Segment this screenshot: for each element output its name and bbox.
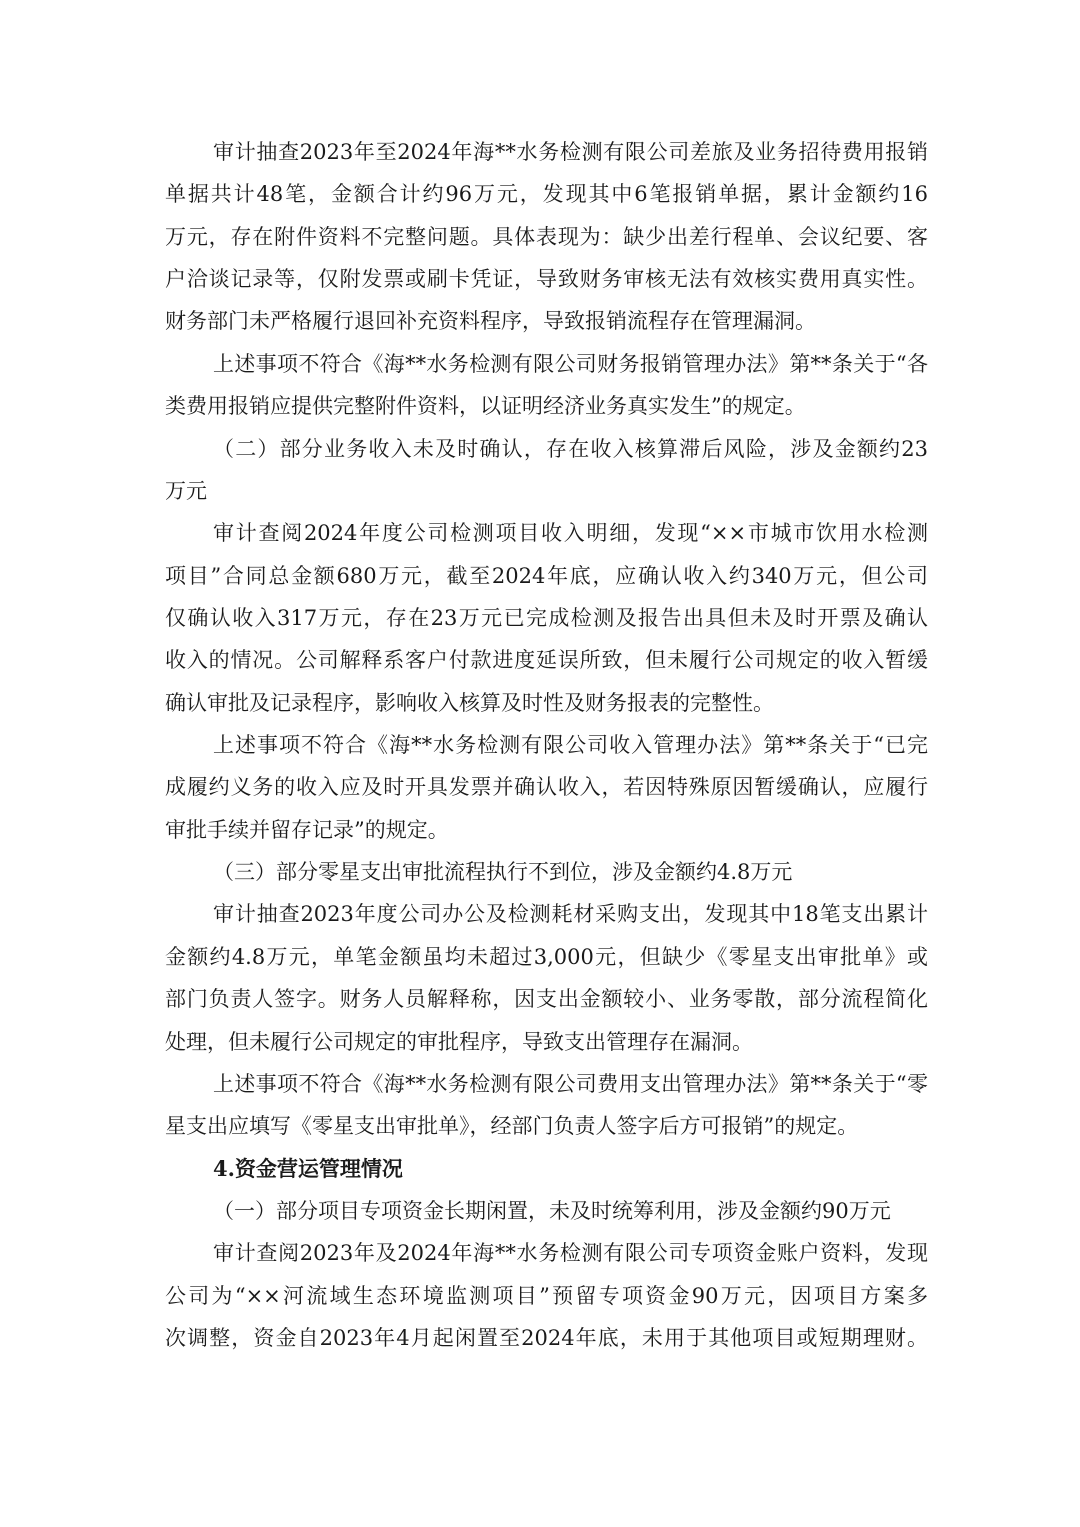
paragraph [165,1232,928,1359]
text-line: 类费用报销应提供完整附件资料，以证明经济业务真实发生”的规定。 [165,394,806,419]
text-line: 万元，存在附件资料不完整问题。具体表现为：缺少出差行程单、会议纪要、客 [165,224,928,249]
text-line: 审计抽查2023年度公司办公及检测耗材采购支出，发现其中18笔支出累计 [213,902,928,927]
text-line: 项目”合同总金额680万元，截至2024年底，应确认收入约340万元，但公司 [165,563,928,588]
paragraph [165,893,928,1062]
text-line: 成履约义务的收入应及时开具发票并确认收入，若因特殊原因暂缓确认，应履行 [165,775,928,800]
text-line: 审计抽查2023年至2024年海**水务检测有限公司差旅及业务招待费用报销 [213,140,928,164]
text-line: 审计查阅2023年及2024年海**水务检测有限公司专项资金账户资料，发现 [213,1241,928,1266]
text-line: 单据共计48笔，金额合计约96万元，发现其中6笔报销单据，累计金额约16 [165,182,928,207]
paragraph [165,724,928,851]
text-line: 次调整，资金自2023年4月起闲置至2024年底，未用于其他项目或短期理财。 [165,1326,928,1351]
text-line: 金额约4.8万元，单笔金额虽均未超过3,000元，但缺少《零星支出审批单》或 [165,944,928,969]
text-line: 上述事项不符合《海**水务检测有限公司收入管理办法》第**条关于“已完 [213,733,928,758]
subsection-heading [165,428,928,513]
text-line: （二）部分业务收入未及时确认，存在收入核算滞后风险，涉及金额约23 [213,436,928,461]
text-line: 确认审批及记录程序，影响收入核算及时性及财务报表的完整性。 [165,690,774,715]
text-line: 收入的情况。公司解释系客户付款进度延误所致，但未履行公司规定的收入暂缓 [165,648,928,673]
text-line: 仅确认收入317万元，存在23万元已完成检测及报告出具但未及时开票及确认 [165,605,928,630]
text-line: 万元 [165,478,207,503]
subsection-heading [165,851,928,893]
text-line: 审计查阅2024年度公司检测项目收入明细，发现“××市城市饮用水检测 [213,521,928,546]
text-line: 上述事项不符合《海**水务检测有限公司财务报销管理办法》第**条关于“各 [213,351,928,376]
text-line: 上述事项不符合《海**水务检测有限公司费用支出管理办法》第**条关于“零 [213,1071,928,1096]
paragraph [165,512,928,724]
text-line: （三）部分零星支出审批流程执行不到位，涉及金额约4.8万元 [213,860,793,885]
document-body [165,131,928,1359]
section-heading [165,1148,928,1190]
text-line: 星支出应填写《零星支出审批单》，经部门负责人签字后方可报销”的规定。 [165,1114,859,1139]
text-line: 财务部门未严格履行退回补充资料程序，导致报销流程存在管理漏洞。 [165,309,816,334]
text-line: （一）部分项目专项资金长期闲置，未及时统筹利用，涉及金额约90万元 [213,1198,891,1223]
paragraph [165,131,928,343]
paragraph [165,343,928,428]
text-line: 处理，但未履行公司规定的审批程序，导致支出管理存在漏洞。 [165,1029,753,1054]
subsection-heading [165,1190,928,1232]
text-line: 公司为“××河流域生态环境监测项目”预留专项资金90万元，因项目方案多 [165,1283,928,1308]
text-line: 4.资金营运管理情况 [213,1155,403,1181]
text-line: 户洽谈记录等，仅附发票或刷卡凭证，导致财务审核无法有效核实费用真实性。 [165,267,928,292]
text-line: 部门负责人签字。财务人员解释称，因支出金额较小、业务零散，部分流程简化 [165,987,928,1012]
text-line: 审批手续并留存记录”的规定。 [165,817,449,842]
paragraph [165,1063,928,1148]
